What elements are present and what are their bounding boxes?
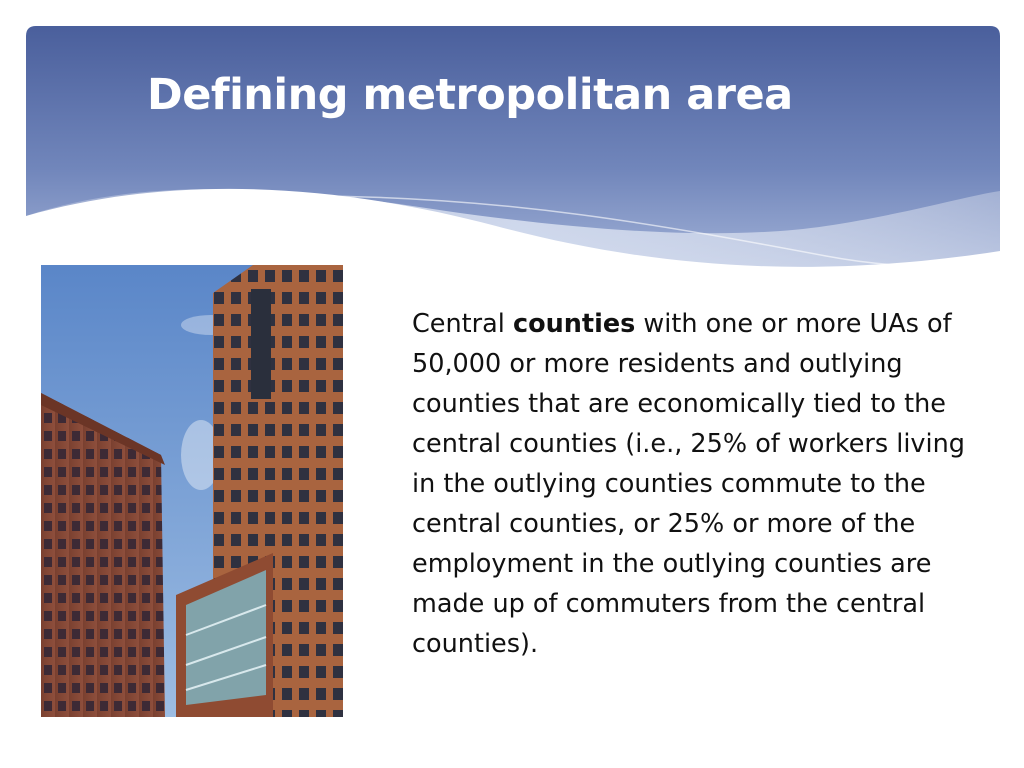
body-text-rest: with one or more UAs of 50,000 or more residents and outlying counties that are economically tied to the central counties (i.e., 25% of workers living in the outlying counties commute to the central counties, or 25% or more of the employment in the outlying counties are made up of commuters from the central counties).	[412, 309, 965, 659]
header-banner	[26, 26, 1000, 286]
slide-title: Defining metropolitan area	[147, 70, 793, 120]
body-paragraph	[412, 304, 992, 664]
body-text-start: Central	[412, 309, 513, 339]
building-photo	[41, 265, 343, 717]
body-text-bold: counties	[512, 309, 636, 339]
